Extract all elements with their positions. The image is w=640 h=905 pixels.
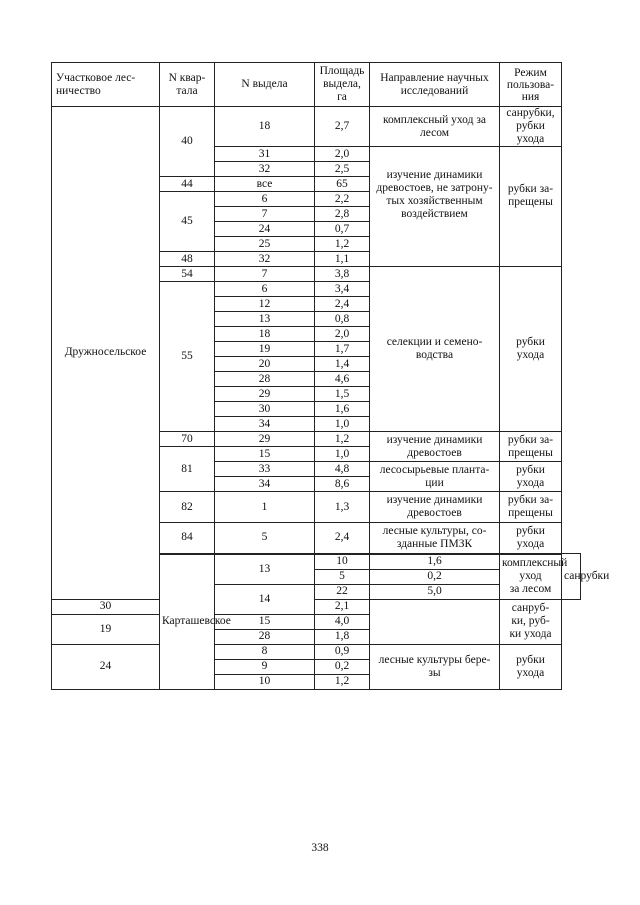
area-cell: 1,4 — [315, 357, 370, 372]
area-cell: 1,8 — [315, 629, 370, 644]
regime-cell: рубки за- прещены — [500, 147, 562, 267]
area-cell: 2,2 — [315, 192, 370, 207]
header-district: Участковое лес- ничество — [52, 63, 160, 107]
quarter-cell: 82 — [160, 492, 215, 523]
regime-cell: рубки ухода — [500, 462, 562, 492]
plot-cell: 10 — [315, 554, 370, 570]
area-cell: 2,8 — [315, 207, 370, 222]
area-cell: 0,9 — [315, 644, 370, 659]
area-cell: 8,6 — [315, 477, 370, 492]
regime-cell: санрубки, рубки ухода — [500, 107, 562, 147]
area-cell: 0,8 — [315, 312, 370, 327]
header-row — [52, 63, 581, 107]
regime-cell: рубки за- прещены — [500, 492, 562, 523]
quarter-cell: 19 — [52, 614, 160, 644]
research-cell: комплексный уход за лесом — [370, 107, 500, 147]
plot-cell: 18 — [215, 107, 315, 147]
plot-cell: 32 — [215, 162, 315, 177]
quarter-cell: 70 — [160, 432, 215, 447]
area-cell: 4,0 — [315, 614, 370, 629]
header-area: Площадь выдела, га — [315, 63, 370, 107]
regime-cell: рубки ухода — [500, 267, 562, 432]
plot-cell: все — [215, 177, 315, 192]
plot-cell: 8 — [215, 644, 315, 659]
area-cell: 4,8 — [315, 462, 370, 477]
research-cell: лесосырьевые планта- ции — [370, 462, 500, 492]
plot-cell: 32 — [215, 252, 315, 267]
plot-cell: 12 — [215, 297, 315, 312]
district-cell: Карташевское — [160, 554, 215, 690]
quarter-cell: 45 — [160, 192, 215, 252]
quarter-cell: 24 — [52, 644, 160, 689]
area-cell: 1,0 — [315, 417, 370, 432]
area-cell: 1,2 — [315, 237, 370, 252]
plot-cell: 25 — [215, 237, 315, 252]
area-cell: 3,8 — [315, 267, 370, 282]
header-research: Направление научных исследований — [370, 63, 500, 107]
area-cell: 1,6 — [370, 554, 500, 570]
area-cell: 1,5 — [315, 387, 370, 402]
regime-cell: санруб- ки, руб- ки ухода — [500, 599, 562, 644]
area-cell: 1,7 — [315, 342, 370, 357]
header-quarter: N квар- тала — [160, 63, 215, 107]
area-cell: 2,4 — [315, 297, 370, 312]
quarter-cell: 48 — [160, 252, 215, 267]
plot-cell: 29 — [215, 432, 315, 447]
research-cell: изучение динамики древостоев — [370, 492, 500, 523]
quarter-cell: 13 — [215, 554, 315, 585]
area-cell: 1,6 — [315, 402, 370, 417]
plot-cell: 31 — [215, 147, 315, 162]
plot-cell: 28 — [215, 372, 315, 387]
area-cell: 0,2 — [370, 569, 500, 584]
quarter-cell: 14 — [215, 584, 315, 614]
plot-cell: 34 — [215, 417, 315, 432]
plot-cell: 20 — [215, 357, 315, 372]
plot-cell: 15 — [215, 447, 315, 462]
plot-cell: 33 — [215, 462, 315, 477]
plot-cell: 30 — [52, 599, 160, 614]
area-cell: 5,0 — [370, 584, 500, 599]
area-cell: 0,7 — [315, 222, 370, 237]
regime-cell: санрубки — [562, 554, 581, 600]
plot-cell: 10 — [215, 674, 315, 689]
area-cell: 2,1 — [315, 599, 370, 614]
area-cell: 2,4 — [315, 523, 370, 554]
plot-cell: 24 — [215, 222, 315, 237]
table-row — [52, 644, 581, 659]
research-cell: комплексный уход за лесом — [500, 554, 562, 600]
research-cell: лесные культуры, со- зданные ПМЗК — [370, 523, 500, 554]
quarter-cell: 55 — [160, 282, 215, 432]
plot-cell: 28 — [215, 629, 315, 644]
area-cell: 2,0 — [315, 147, 370, 162]
area-cell: 65 — [315, 177, 370, 192]
header-plot: N выдела — [215, 63, 315, 107]
regime-cell: рубки за- прещены — [500, 432, 562, 462]
district-cell: Дружносельское — [52, 107, 160, 600]
plot-cell: 22 — [315, 584, 370, 599]
research-cell — [370, 599, 500, 644]
area-cell: 1,0 — [315, 447, 370, 462]
area-cell: 2,0 — [315, 327, 370, 342]
plot-cell: 9 — [215, 659, 315, 674]
plot-cell: 6 — [215, 282, 315, 297]
plot-cell: 6 — [215, 192, 315, 207]
area-cell: 1,1 — [315, 252, 370, 267]
research-cell: изучение динамики древостоев — [370, 432, 500, 462]
area-cell: 1,2 — [315, 432, 370, 447]
regime-cell: рубки ухода — [500, 523, 562, 554]
quarter-cell: 54 — [160, 267, 215, 282]
plot-cell: 34 — [215, 477, 315, 492]
research-cell: селекции и семено- водства — [370, 267, 500, 432]
area-cell: 3,4 — [315, 282, 370, 297]
research-cell: лесные культуры бере- зы — [370, 644, 500, 689]
plot-cell: 7 — [215, 207, 315, 222]
area-cell: 2,7 — [315, 107, 370, 147]
quarter-cell: 81 — [160, 447, 215, 492]
area-cell: 4,6 — [315, 372, 370, 387]
table-row — [52, 599, 581, 614]
plot-cell: 19 — [215, 342, 315, 357]
header-regime: Режим пользова- ния — [500, 63, 562, 107]
plot-cell: 5 — [215, 523, 315, 554]
plot-cell: 18 — [215, 327, 315, 342]
area-cell: 1,2 — [315, 674, 370, 689]
quarter-cell: 40 — [160, 107, 215, 177]
quarter-cell: 84 — [160, 523, 215, 554]
regime-cell: рубки ухода — [500, 644, 562, 689]
plot-cell: 30 — [215, 402, 315, 417]
table-row — [52, 107, 581, 147]
forest-plots-table — [51, 62, 610, 690]
plot-cell: 13 — [215, 312, 315, 327]
plot-cell: 5 — [315, 569, 370, 584]
page-number: 338 — [311, 842, 329, 854]
plot-cell: 7 — [215, 267, 315, 282]
plot-cell: 29 — [215, 387, 315, 402]
plot-cell: 1 — [215, 492, 315, 523]
area-cell: 2,5 — [315, 162, 370, 177]
area-cell: 1,3 — [315, 492, 370, 523]
plot-cell: 15 — [215, 614, 315, 629]
quarter-cell: 44 — [160, 177, 215, 192]
research-cell: изучение динамики древостоев, не затрону- тых хозяйственным воздействием — [370, 147, 500, 267]
area-cell: 0,2 — [315, 659, 370, 674]
